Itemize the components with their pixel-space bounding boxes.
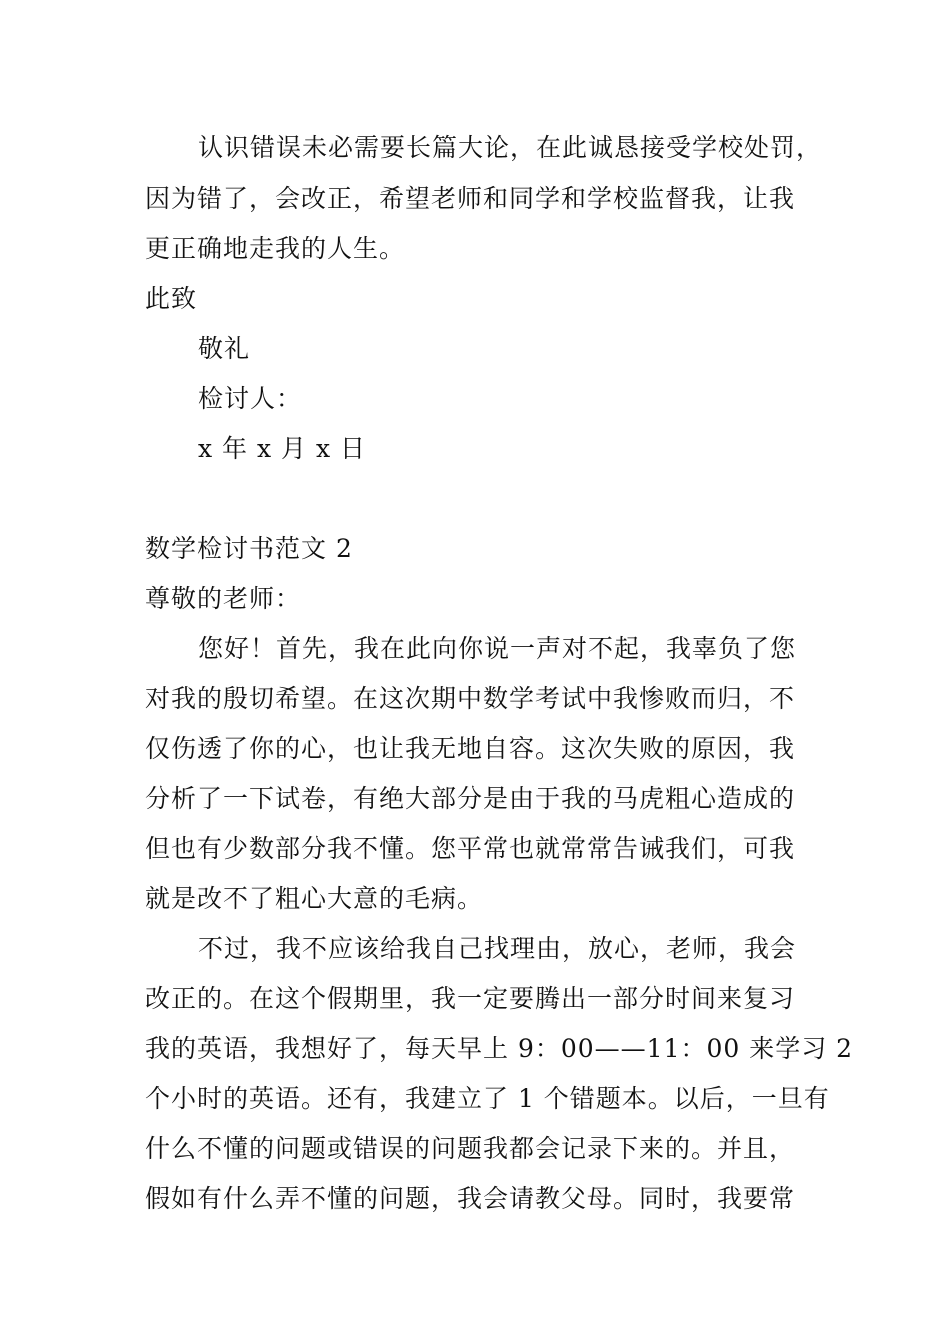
paragraph-3-line-6: 假如有什么弄不懂的问题，我会请教父母。同时，我要常 (145, 1184, 796, 1213)
paragraph-2-line-6: 就是改不了粗心大意的毛病。 (145, 884, 484, 913)
closing-cizhi: 此致 (145, 284, 198, 313)
paragraph-3-line-3: 我的英语，我想好了，每天早上 9：00——11：00 来学习 2 (145, 1034, 854, 1063)
paragraph-1-line-3: 更正确地走我的人生。 (145, 234, 406, 263)
section-title: 数学检讨书范文 2 (145, 534, 353, 563)
closing-jingli: 敬礼 (198, 334, 251, 363)
salutation: 尊敬的老师： (145, 584, 302, 613)
paragraph-2-line-5: 但也有少数部分我不懂。您平常也就常常告诫我们，可我 (145, 834, 796, 863)
paragraph-1-line-2: 因为错了，会改正，希望老师和同学和学校监督我，让我 (145, 184, 796, 213)
date-line: x 年 x 月 x 日 (198, 434, 367, 463)
paragraph-2-line-3: 仅伤透了你的心，也让我无地自容。这次失败的原因，我 (145, 734, 796, 763)
paragraph-3-line-1: 不过，我不应该给我自己找理由，放心，老师，我会 (198, 934, 797, 963)
paragraph-1-line-1: 认识错误未必需要长篇大论，在此诚恳接受学校处罚， (198, 133, 823, 162)
paragraph-2-line-2: 对我的殷切希望。在这次期中数学考试中我惨败而归，不 (145, 684, 796, 713)
signer-label: 检讨人： (198, 384, 303, 413)
paragraph-3-line-4: 个小时的英语。还有，我建立了 1 个错题本。以后，一旦有 (145, 1084, 830, 1113)
paragraph-3-line-2: 改正的。在这个假期里，我一定要腾出一部分时间来复习 (145, 984, 796, 1013)
paragraph-2-line-1: 您好！首先，我在此向你说一声对不起，我辜负了您 (198, 634, 797, 663)
paragraph-2-line-4: 分析了一下试卷，有绝大部分是由于我的马虎粗心造成的 (145, 784, 796, 813)
paragraph-3-line-5: 什么不懂的问题或错误的问题我都会记录下来的。并且， (145, 1134, 796, 1163)
